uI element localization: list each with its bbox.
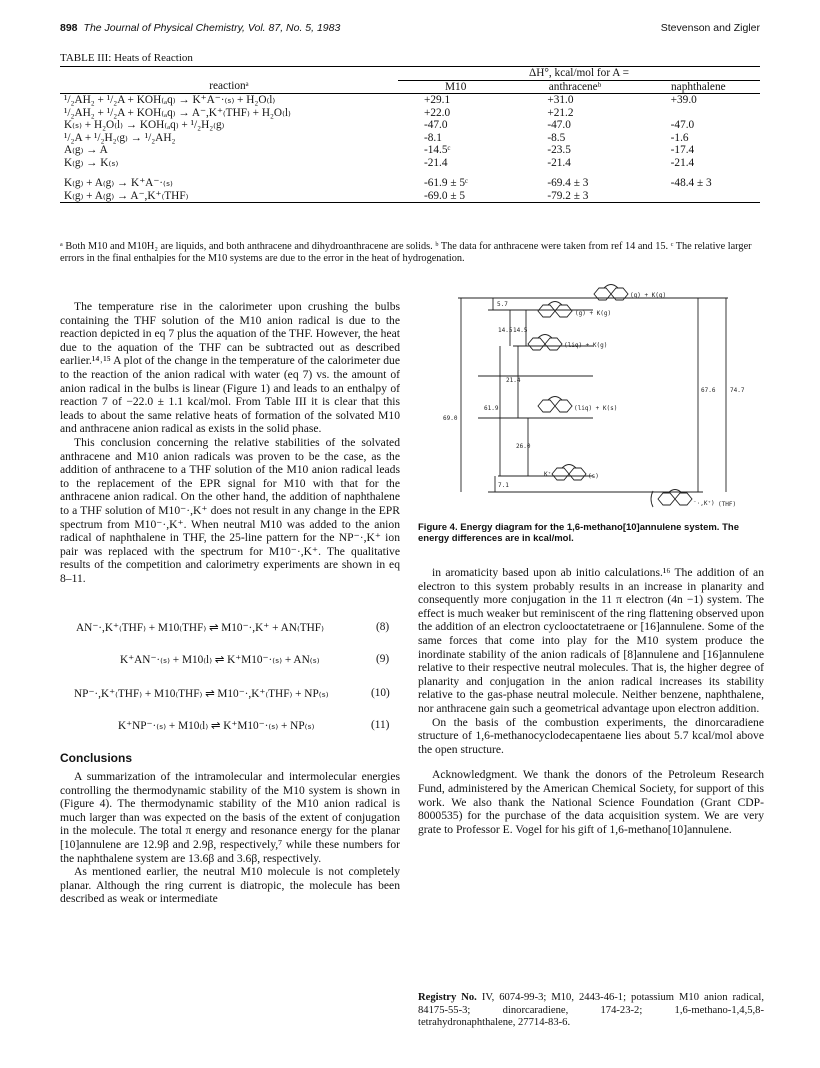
value-cell: +31.0 [547, 94, 574, 106]
table-row [60, 144, 760, 157]
value-cell: -61.9 ± 5ᶜ [424, 177, 468, 189]
header-left [60, 22, 340, 34]
value-cell: -79.2 ± 3 [547, 189, 589, 202]
figure-label: Figure 4. [418, 522, 458, 533]
equation-number: (10) [371, 687, 390, 699]
value-cell: +22.0 [424, 106, 451, 119]
table-footnote: ᵃ Both M10 and M10H₂ are liquids, and both anthracene and dihydroanthracene are solids. ᵇ The data for anthracene were taken from ref 14 and 15. ᶜ The relative larger errors in the final enthalpies for the M10 systems are due to the error in the heat of hydrogenation. [60, 241, 752, 265]
value-cell: -17.4 [670, 144, 695, 156]
label-bottom-thf: (THF) [718, 501, 737, 508]
figure-caption-text: Energy diagram for the 1,6-methano[10]annulene system. The energy differences are in kcal/mol. [418, 522, 739, 545]
value-cell: -47.0 [424, 119, 448, 131]
equation-11: K⁺NP⁻·₍ₛ₎ + M10₍l₎ ⇌ K⁺M10⁻·₍ₛ₎ + NP₍ₛ₎ [118, 720, 315, 732]
col-anthracene: anthraceneᵇ [513, 80, 636, 94]
table-body [60, 94, 760, 203]
reaction-cell: A₍g₎ → A [64, 144, 108, 156]
value-61-9: 61.9 [484, 405, 499, 412]
table-row [60, 190, 760, 203]
dh-header: ΔH°, kcal/mol for A = [398, 67, 760, 81]
value-cell [637, 190, 760, 203]
paragraph: As mentioned earlier, the neutral M10 molecule is not completely planar. Although the ring current is diatropic, the molecule has been described as weak or intermediate [60, 865, 400, 906]
value-14-5-a: 14.5 [498, 327, 513, 334]
table-row [60, 157, 760, 170]
equation-number: (11) [371, 719, 390, 731]
value-14-5-b: 14.5 [513, 327, 528, 334]
paragraph: On the basis of the combustion experiments, the dinorcaradiene structure of 1,6-methanocyclodecapentaene lies about 5.7 kcal/mol above the open structure. [418, 715, 764, 756]
registry-numbers [418, 992, 764, 1030]
value-cell: -47.0 [547, 119, 571, 131]
paragraph: A summarization of the intramolecular and intermolecular energies controlling the thermodynamic stability of the M10 system is shown in (Figure 4). The thermodynamic stability of the M10 anion radical is much larger than was expected on the basis of the extent of conjugation in the molecule. The total π energy and resonance energy for the planar [10]annulene are 12.9β and 2.9β, respectively,⁷ while these numbers for the naphthalene system are 13.6β and 3.6β, respectively. [60, 770, 400, 865]
figure-caption [418, 522, 764, 545]
value-cell: -1.6 [670, 131, 689, 144]
paragraph: This conclusion concerning the relative stabilities of the solvated anthracene and M10 anion radicals was proven to be the case, as the addition of anthracene to a THF solution of the M10 anion radical leads to the replacement of the EPR signal for M10 with that for the anthracene anion radical. On the other hand, the addition of naphthalene to a THF solution of M10⁻·,K⁺ does not result in any change in the EPR spectrum from M10⁻·,K⁺. When neutral M10 was added to the anion radical of naphthalene in THF, the 25-line pattern for the NP⁻·,K⁺ ion pair was replaced with the spectrum for M10⁻·,K⁺. The qualitative results of the competition and calorimetry experiments are shown in eq 8–11. [60, 435, 400, 585]
table-row [60, 169, 760, 190]
label-level5: (s) [588, 473, 599, 480]
value-cell: -8.1 [424, 131, 442, 144]
value-21-4: 21.4 [506, 377, 521, 384]
acknowledgment: Acknowledgment. We thank the donors of the Petroleum Research Fund, administered by the American Chemical Society, for support of this work. We also thank the National Science Foundation (Grant CDP-8000535) for the purchase of the data acquisition system. We are very grate to Professor E. Vogel for his gift of 1,6-methano[10]annulene. [418, 768, 764, 836]
reaction-cell: ¹/₂AH₂ + ¹/₂A + KOH₍ₐq₎ → A⁻,K⁺₍THF₎ + H₂O₍l₎ [64, 106, 291, 119]
label-level2: (g) + K(g) [575, 310, 612, 317]
left-column-top [60, 300, 400, 585]
running-header [60, 22, 760, 38]
value-26-0: 26.0 [516, 443, 531, 450]
label-k-plus: K⁺ [544, 471, 552, 478]
value-cell: -69.0 ± 5 [424, 189, 466, 202]
value-74-7: 74.7 [730, 387, 745, 394]
paragraph: The temperature rise in the calorimeter upon crushing the bulbs containing the THF solution of the M10 anion radical is due to the reaction depicted in eq 7 plus the aquation of the THF. However, the heat due to the aquation of the THF can be subtracted out as described earlier.¹⁴˒¹⁵ A plot of the change in the temperature of the calorimeter due to the reaction of the anion radical with water (eq 7) vs. the amount of anion radical in the bulbs is linear (Figure 1) and leads to an enthalpy of reaction 7 of −22.0 ± 1.1 kcal/mol. From Table III it is clear that this leads to about the same relative heats of formation of the solvated M10 and anthracene anion radical as exists in the solid phase. [60, 300, 400, 436]
paragraph: in aromaticity based upon ab initio calculations.¹⁶ The addition of an electron to this system probably results in an increase in planarity and consequently more conjugation in the 11 π electron (4n −1) system. The effect is much weaker but reminiscent of the ring flattening observed upon the addition of an electron cyclooctatetraene or [16]annulene. Some of the same forces that come into play for the M10 system produce the inordinate stability of the anion radicals of [8]annulene and [16]annulene relative to their respective neutral molecules. That is, the higher degree of planarity and conjugation in the anion radical increases its stability relative to the gas-phase neutral molecule. Neither benzene, naphthalene, nor anthracene gain such a geometrical advantage upon electron addition. [418, 566, 764, 715]
conclusions-heading: Conclusions [60, 751, 133, 765]
value-7-1: 7.1 [498, 482, 509, 489]
value-cell: +29.1 [424, 94, 451, 106]
reaction-cell: K₍ₛ₎ + H₂O₍l₎ → KOH₍ₐq₎ + ¹/₂H₂₍g₎ [64, 119, 225, 131]
reaction-cell: ¹/₂A + ¹/₂H₂₍g₎ → ¹/₂AH₂ [64, 131, 176, 144]
heats-table [60, 66, 760, 203]
label-top: (g) + K(g) [630, 292, 667, 299]
value-cell: +39.0 [670, 94, 697, 106]
reaction-cell: ¹/₂AH₂ + ¹/₂A + KOH₍ₐq₎ → K⁺A⁻·₍ₛ₎ + H₂O₍l₎ [64, 94, 276, 106]
col-m10: M10 [398, 80, 513, 94]
col-reaction: reactionᵃ [60, 80, 398, 94]
reaction-cell: K₍g₎ → K₍ₛ₎ [64, 156, 119, 169]
registry-label: Registry No. [418, 992, 477, 1003]
equation-number: (8) [376, 621, 390, 633]
table-caption: TABLE III: Heats of Reaction [60, 52, 193, 64]
table-row [60, 132, 760, 145]
label-bottom-anion: ⁻·,K⁺) [693, 500, 715, 507]
energy-diagram [418, 280, 764, 512]
equation-10: NP⁻·,K⁺₍THF₎ + M10₍THF₎ ⇌ M10⁻·,K⁺₍THF₎ + NP₍ₛ₎ [74, 688, 329, 700]
col-naphthalene: naphthalene [637, 80, 760, 94]
value-cell: -47.0 [670, 119, 695, 131]
value-cell: -48.4 ± 3 [670, 177, 712, 189]
left-column-bottom [60, 770, 400, 906]
value-69-0: 69.0 [443, 415, 458, 422]
right-column [418, 566, 764, 836]
journal-name: The Journal of Physical Chemistry, Vol. 87, No. 5, 1983 [83, 22, 341, 34]
equation-9: K⁺AN⁻·₍ₛ₎ + M10₍l₎ ⇌ K⁺M10⁻·₍ₛ₎ + AN₍ₛ₎ [120, 654, 320, 666]
value-67-6: 67.6 [701, 387, 716, 394]
value-cell: -23.5 [547, 144, 571, 156]
equation-number: (9) [376, 653, 390, 665]
value-cell [637, 107, 760, 120]
page-number: 898 [60, 22, 78, 34]
value-cell: -21.4 [424, 156, 448, 169]
header-authors: Stevenson and Zigler [660, 22, 760, 34]
value-cell: -21.4 [670, 156, 695, 169]
reaction-cell: K₍g₎ + A₍g₎ → A⁻,K⁺₍THF₎ [64, 189, 189, 202]
label-level3: (liq) + K(g) [564, 342, 608, 349]
table-row [60, 94, 760, 107]
equation-8: AN⁻·,K⁺₍THF₎ + M10₍THF₎ ⇌ M10⁻·,K⁺ + AN₍THF₎ [76, 622, 324, 634]
table-row [60, 119, 760, 132]
label-level4: (liq) + K(s) [574, 405, 618, 412]
reaction-cell: K₍g₎ + A₍g₎ → K⁺A⁻·₍ₛ₎ [64, 177, 173, 189]
value-5-7: 5.7 [497, 301, 508, 308]
value-cell: -69.4 ± 3 [547, 177, 589, 189]
value-cell: -21.4 [547, 156, 571, 169]
value-cell: -14.5ᶜ [424, 144, 451, 156]
value-cell: -8.5 [547, 131, 566, 144]
table-row [60, 107, 760, 120]
value-cell: +21.2 [547, 106, 574, 119]
registry-text: IV, 6074-99-3; M10, 2443-46-1; potassium M10 anion radical, 84175-55-3; dinorcaradiene, 174-23-2; 1,6-methano-1,4,5,8-tetrahydronaphthalene, 27714-83-6. [418, 992, 764, 1029]
